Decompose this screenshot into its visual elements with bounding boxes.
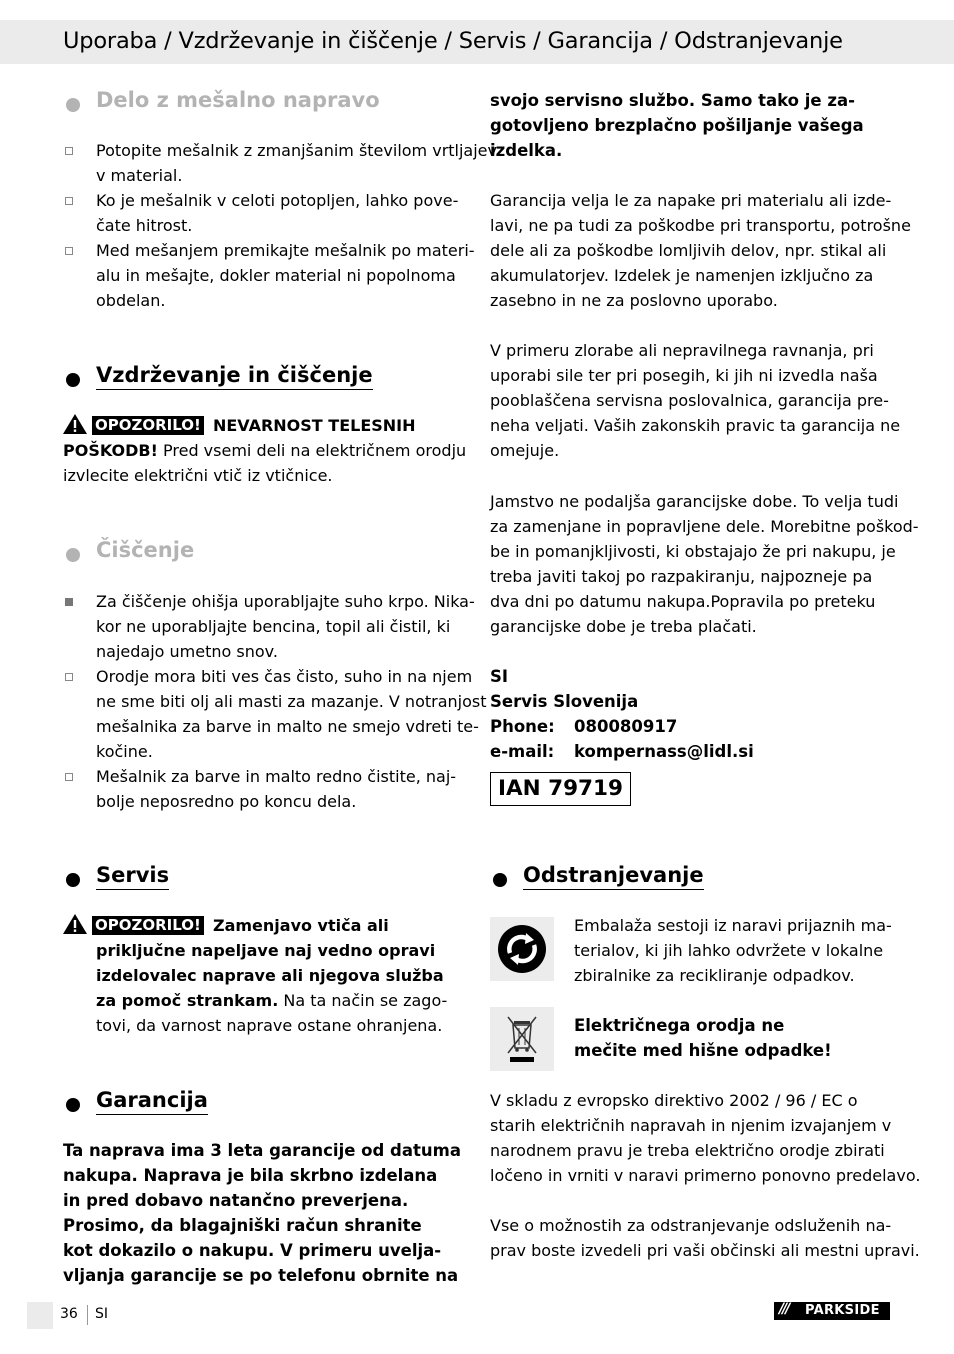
warranty-paragraph-2: V primeru zlorabe ali nepravilnega ravnanja, pri uporabi sile ter pri posegih, ki jih ni izvedla naša pooblaščena servisna poslovalnica, garancija pre- neha veljati. Vaših zakonskih pravic ta garancija ne omejuje. [490,341,901,460]
bullet-dot-icon [493,873,507,887]
email-address: kompernass@lidl.si [574,742,754,761]
bullet-dot-icon [66,98,80,112]
page-header [0,20,954,64]
bullet-dot-icon [66,548,80,562]
phone-number: 080080917 [574,717,678,736]
service-contact: SI Servis Slovenija Phone: 080080917 e-mail: kompernass@lidl.si [490,667,754,761]
warning-block-service: OPOZORILO! Zamenjavo vtiča ali priključne napeljave naj vedno opravi izdelovalec naprave ali njegova služba za pomoč strankam. Na ta način se zago- tovi, da varnost naprave ostane ohranjena. [63,913,465,1038]
municipal-text: Vse o možnostih za odstranjevanje odsluženih na- prav boste izvedeli pri vaši občinski ali mestni upravi. [490,1216,920,1260]
checkbox-square-icon [65,197,73,205]
warning-label: OPOZORILO! [92,916,204,935]
footer-divider [87,1305,88,1325]
checkbox-square-icon [65,247,73,255]
bullet-dot-icon [66,1098,80,1112]
ian-box: IAN 79719 [490,772,631,806]
recycling-green-dot-icon [490,917,554,981]
bullet-dot-icon [66,873,80,887]
warranty-paragraph-3: Jamstvo ne podaljša garancijske dobe. To velja tudi za zamenjane in popravljene dele. Morebitne poškod- be in pomanjkljivosti, ki obstajajo že pri nakupu, je treba javiti takoj po razpakiranju, najpozneje pa dva dni po datumu nakupa.Popravila po preteku garancijske dobe je treba plačati. [490,492,919,636]
page-language: SI [95,1306,109,1322]
brand-slashes-icon: /// [779,1301,789,1317]
crossed-bin-icon [490,1007,554,1071]
warranty-text: Ta naprava ima 3 leta garancije od datuma nakupa. Naprava je bila skrbno izdelana in pred dobavo natančno preverjena. Prosimo, da blagajniški račun shranite kot dokazilo o nakupu. V primeru uvelja- vljanja garancije se po telefonu obrnite na [63,1141,461,1285]
filled-square-icon [65,598,73,606]
warning-block-maintenance: OPOZORILO! NEVARNOST TELESNIH POŠKODB! Pred vsemi deli na električnem orodju izvlecite električni vtič iz vtičnice. [63,416,467,485]
checkbox-square-icon [65,773,73,781]
brand-logo: /// PARKSIDE [774,1302,890,1320]
checkbox-square-icon [65,673,73,681]
page-number: 36 [60,1306,78,1322]
warning-label: OPOZORILO! [92,416,204,435]
packaging-text: Embalaža sestoji iz naravi prijaznih ma- terialov, ki jih lahko odvržete v lokalne zbiralnike za recikliranje odpadkov. [574,916,892,985]
footer-tab [27,1302,53,1329]
warranty-paragraph-1: Garancija velja le za napake pri materialu ali izde- lavi, ne pa tudi za poškodbe pri transportu, potrošne dele ali za poškodbe lomljivih delov, npr. stikal ali akumulatorjev. Izdelek je namenjen izključno za zasebno in ne za poslovno uporabo. [490,191,911,310]
directive-text: V skladu z evropsko direktivo 2002 / 96 / EC o starih električnih napravah in njenim izvajanjem v narodnem pravu je treba električno orodje zbirati ločeno in vrniti v naravi primerno ponovno predelavo. [490,1091,921,1185]
weee-warning-text: Električnega orodja ne mečite med hišne odpadke! [574,1016,832,1060]
bullet-dot-icon [66,373,80,387]
warning-triangle-icon [63,914,87,934]
checkbox-square-icon [65,147,73,155]
warning-triangle-icon [63,414,87,434]
page-title: Uporaba / Vzdrževanje in čiščenje / Servis / Garancija / Odstranjevanje [63,28,843,54]
warranty-text-continued: svojo servisno službo. Samo tako je za- gotovljeno brezplačno pošiljanje vašega izdelka. [490,91,864,160]
